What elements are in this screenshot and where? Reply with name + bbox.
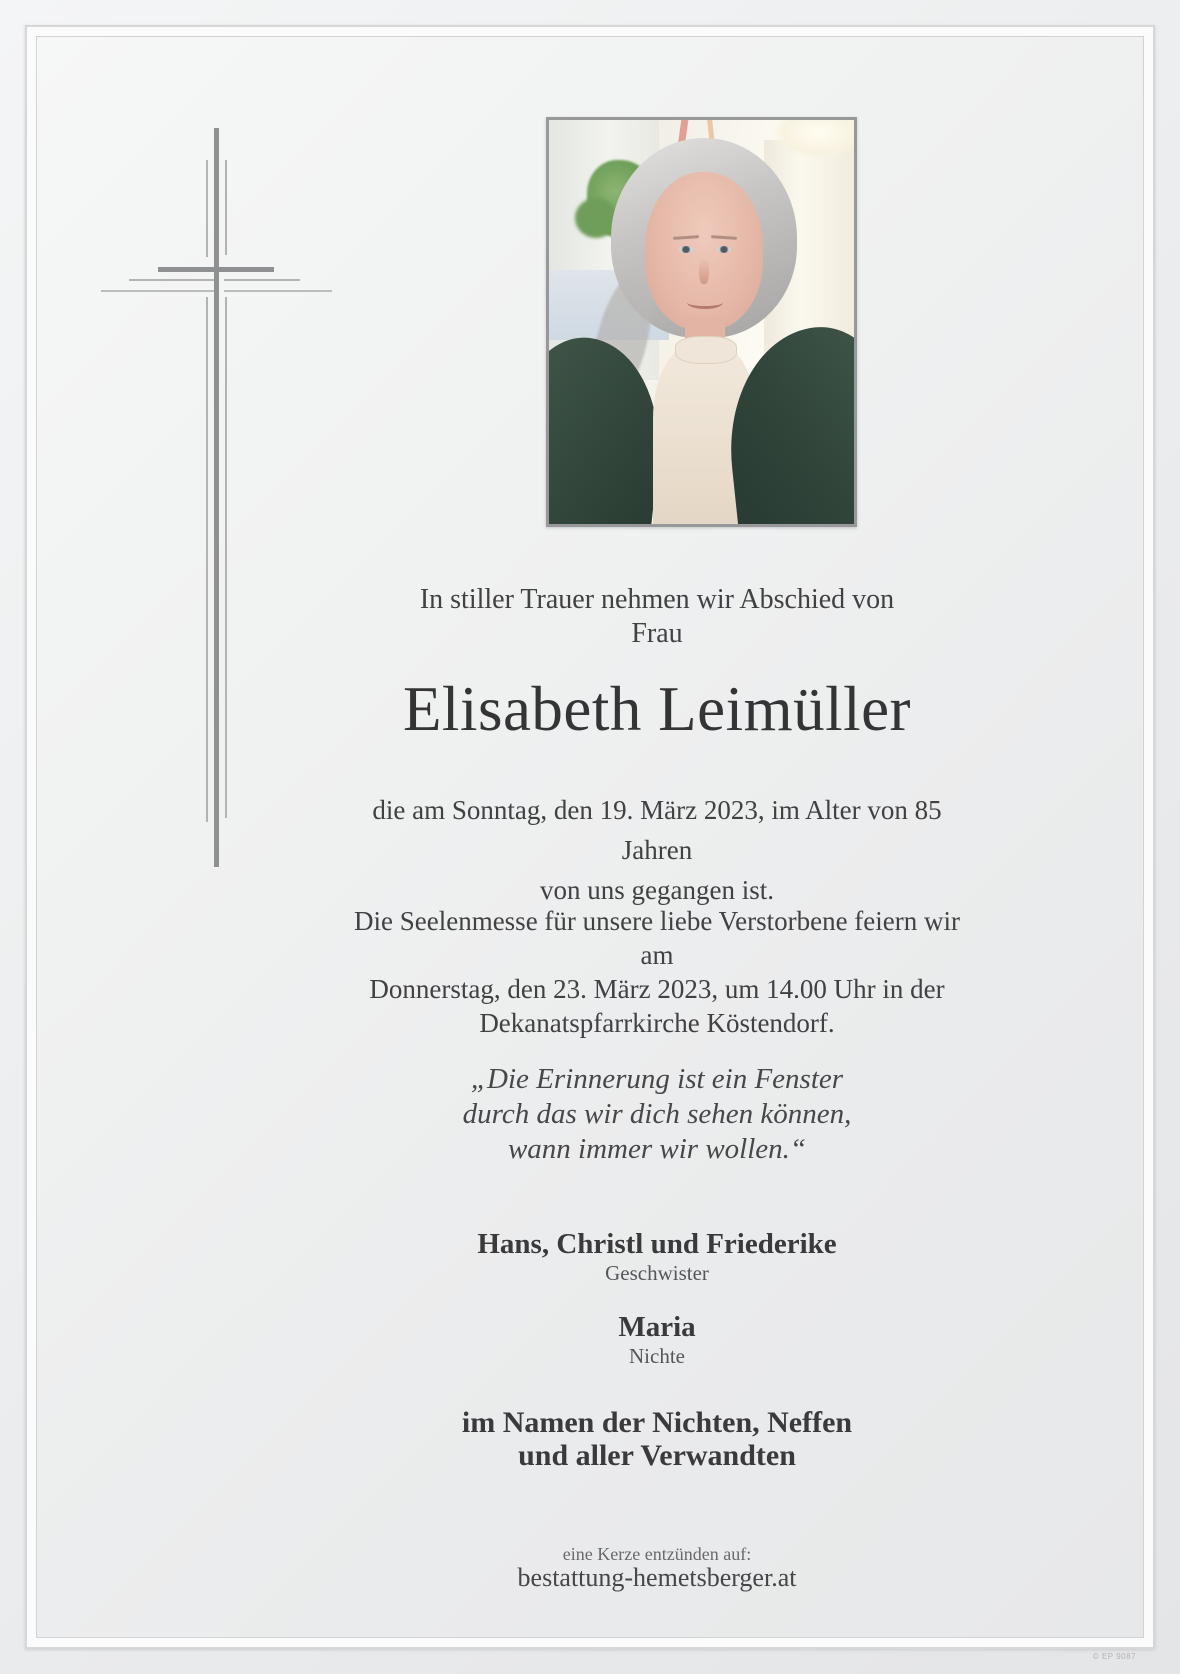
death-line-1: die am Sonntag, den 19. März 2023, im Alter von 85 Jahren bbox=[372, 795, 942, 865]
photo-face bbox=[699, 258, 709, 284]
death-notice bbox=[339, 790, 975, 910]
quote-line-3: wann immer wir wollen.“ bbox=[507, 1133, 807, 1165]
print-copyright: © EP 9087 bbox=[1092, 1652, 1136, 1661]
memorial-quote bbox=[339, 1062, 975, 1167]
photo-face bbox=[679, 246, 693, 253]
closing-text bbox=[339, 1406, 975, 1472]
quote-line-1: „Die Erinnerung ist ein Fenster bbox=[470, 1063, 844, 1095]
candle-site-url: bestattung-hemetsberger.at bbox=[517, 1563, 797, 1592]
deceased-name: Elisabeth Leimüller bbox=[402, 674, 912, 744]
mass-announcement bbox=[339, 904, 975, 1040]
mourner-relation: Geschwister bbox=[605, 1261, 709, 1285]
intro-line-2: Frau bbox=[631, 618, 683, 649]
portrait-photo bbox=[546, 117, 857, 527]
quote-line-2: durch das wir dich sehen können, bbox=[462, 1098, 852, 1130]
photo-face bbox=[717, 246, 731, 253]
death-line-2: von uns gegangen ist. bbox=[540, 875, 774, 905]
closing-line-2: und aller Verwandten bbox=[518, 1439, 796, 1472]
mass-line-1: Die Seelenmesse für unsere liebe Verstorbene feiern wir am bbox=[353, 906, 960, 970]
intro-text bbox=[339, 583, 975, 651]
mourner-names: Maria bbox=[618, 1311, 696, 1343]
mass-line-2: Donnerstag, den 23. März 2023, um 14.00 Uhr in der bbox=[369, 974, 945, 1004]
intro-line-1: In stiller Trauer nehmen wir Abschied von bbox=[419, 584, 895, 615]
mass-line-3: Dekanatspfarrkirche Köstendorf. bbox=[479, 1008, 835, 1038]
candle-label: eine Kerze entzünden auf: bbox=[562, 1544, 752, 1564]
mourner-relation: Nichte bbox=[629, 1344, 685, 1368]
mourner-names: Hans, Christl und Friederike bbox=[477, 1228, 837, 1260]
photo-turtleneck bbox=[675, 336, 737, 364]
closing-line-1: im Namen der Nichten, Neffen bbox=[461, 1406, 853, 1439]
photo-cardigan bbox=[718, 320, 857, 527]
photo-face bbox=[687, 296, 723, 309]
